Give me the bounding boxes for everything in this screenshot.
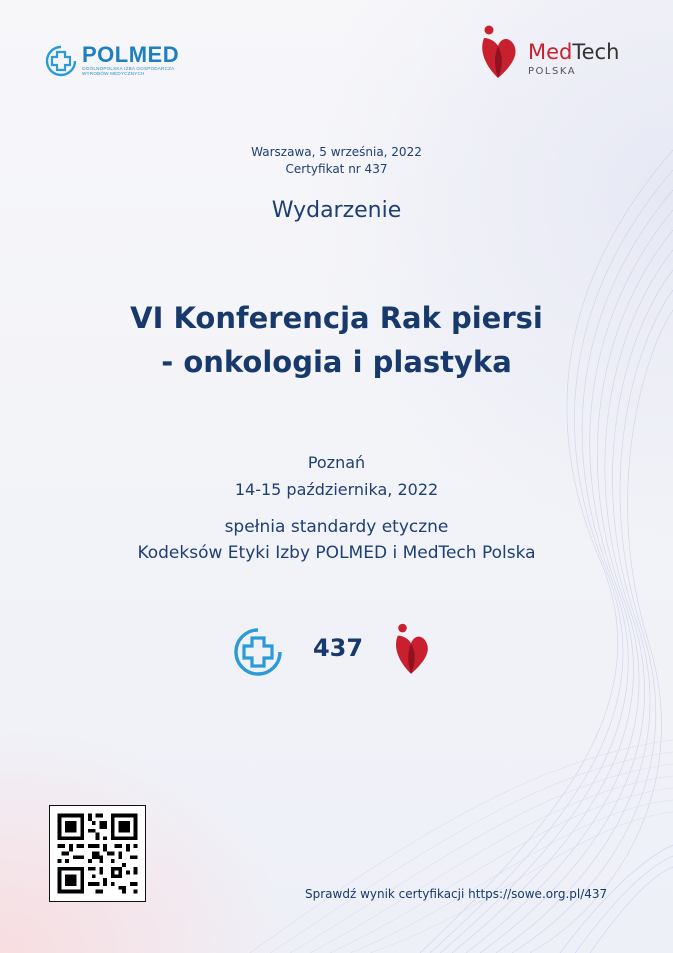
medtech-logo: [478, 24, 638, 82]
certification-badge: [0, 620, 673, 684]
statement-line2: Kodeksów Etyki Izby POLMED i MedTech Polska: [137, 543, 536, 563]
medtech-subtitle: POLSKA: [528, 66, 577, 77]
medtech-name: [528, 40, 619, 64]
statement-line1: spełnia standardy etyczne: [224, 517, 449, 537]
event-label: Wydarzenie: [271, 198, 402, 223]
medtech-name-med: Med: [528, 40, 573, 64]
event-title-line1: VI Konferencja Rak piersi: [130, 301, 543, 335]
event-title-line2: - onkologia i plastyka: [161, 345, 512, 379]
medtech-heart-icon: [392, 620, 434, 680]
qr-code[interactable]: [49, 805, 146, 902]
polmed-name: POLMED: [82, 42, 180, 67]
event-city: Poznań: [307, 453, 366, 472]
qr-code-icon: [50, 806, 145, 901]
polmed-cross-icon: [44, 44, 78, 78]
event-dates: 14-15 października, 2022: [234, 480, 439, 499]
event-title: [0, 296, 673, 384]
polmed-cross-icon: [232, 626, 284, 678]
polmed-logo: [44, 44, 194, 78]
medtech-heart-icon: [478, 24, 522, 82]
certificate-number: Certyfikat nr 437: [285, 162, 388, 176]
place-date: Warszawa, 5 września, 2022: [251, 145, 422, 159]
polmed-subtitle: OGÓLNOPOLSKA IZBA GOSPODARCZA WYROBÓW MEDYCZNYCH: [82, 66, 175, 77]
badge-number: 437: [312, 634, 364, 662]
verification-link[interactable]: Sprawdź wynik certyfikacji https://sowe.org.pl/437: [305, 887, 608, 901]
medtech-name-tech: Tech: [572, 40, 620, 64]
